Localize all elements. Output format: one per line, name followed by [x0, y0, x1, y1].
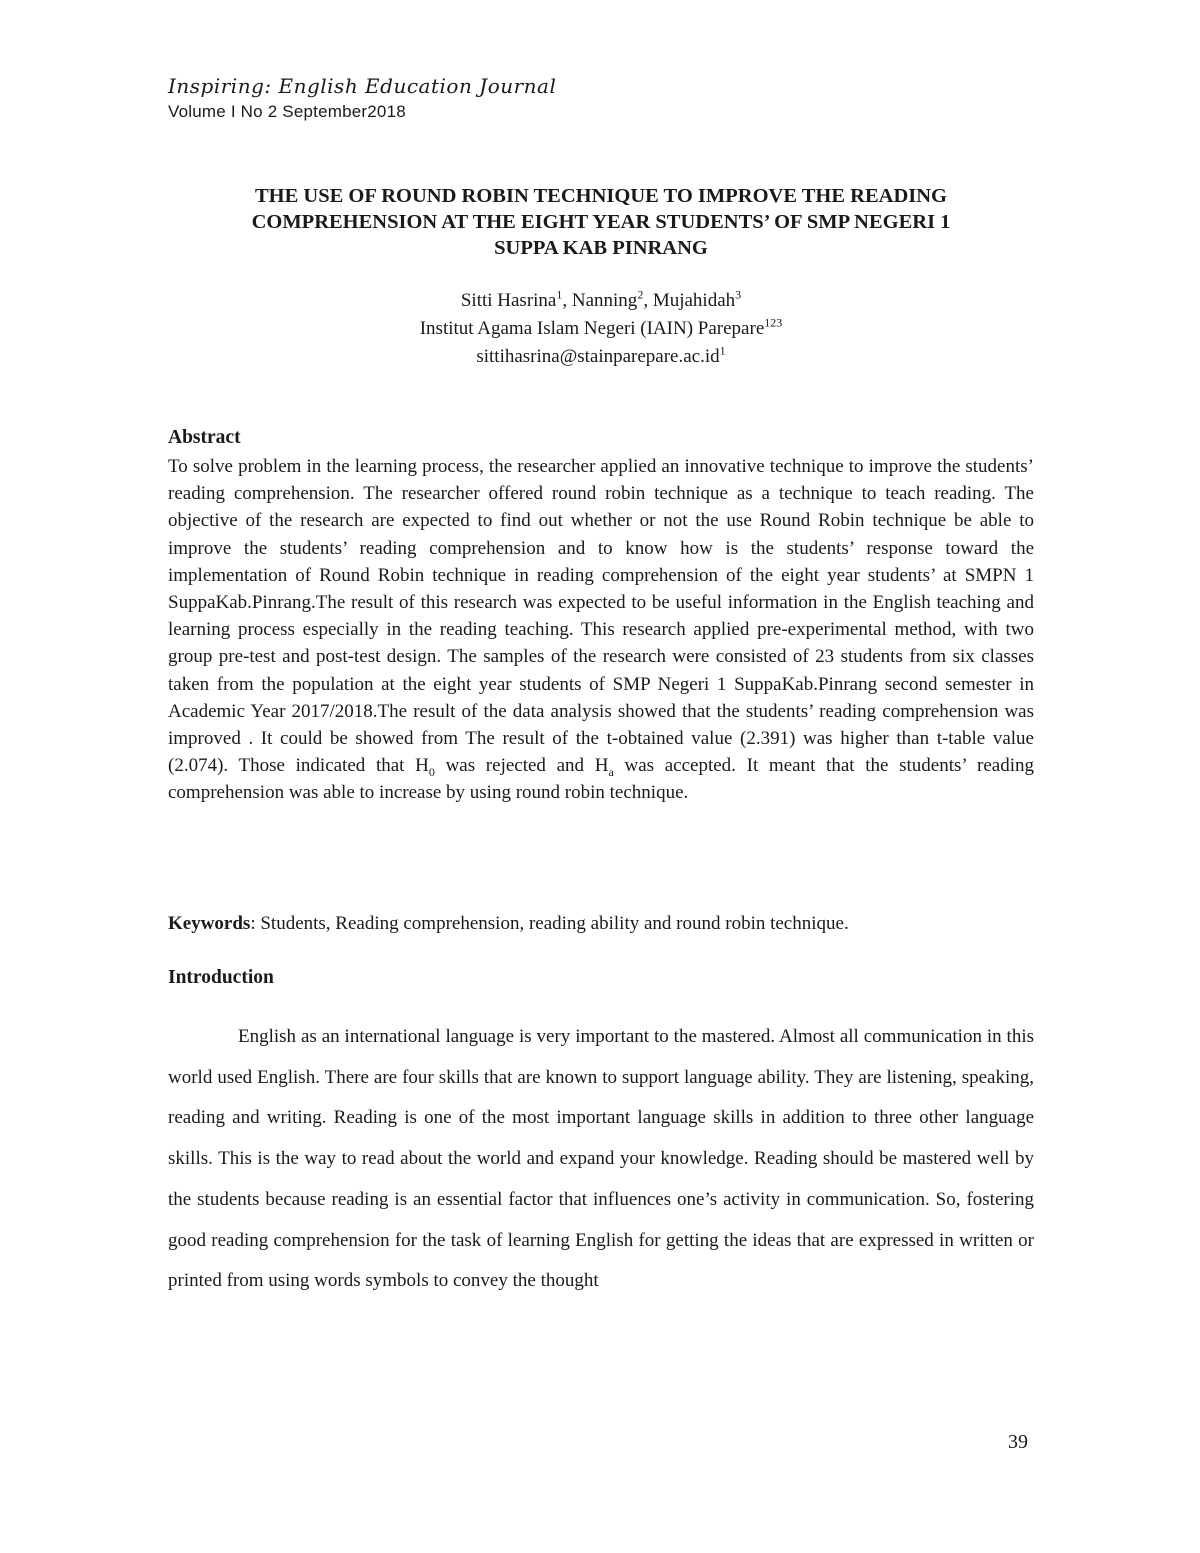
- paper-title: [168, 183, 1034, 261]
- affiliation-sup: 123: [764, 315, 783, 330]
- abstract-text-3: was accepted. It meant that the students’ reading comprehension was able to increase by using round robin technique.: [168, 755, 1034, 804]
- author-1: Sitti Hasrina: [460, 290, 557, 311]
- abstract-body: [168, 453, 1034, 807]
- journal-volume: Volume I No 2 September2018: [168, 102, 406, 121]
- affiliation: [168, 315, 1034, 343]
- h0-subscript: 0: [428, 765, 435, 780]
- abstract-text-2: was rejected and H: [434, 755, 609, 777]
- email-sup: 1: [719, 343, 726, 358]
- keywords-label: Keywords: [168, 913, 251, 934]
- journal-header: [168, 74, 556, 122]
- author-3-sup: 3: [735, 287, 742, 302]
- author-block: [168, 287, 1034, 371]
- journal-title: Inspiring: English Education Journal: [168, 74, 557, 98]
- page-number: 39: [1008, 1431, 1028, 1453]
- title-line-3: SUPPA KAB PINRANG: [494, 237, 708, 259]
- author-2: Nanning: [571, 290, 638, 311]
- author-names: Sitti Hasrina$^1$, Nanning$^2$, Mujahidah$^3$: [460, 287, 742, 311]
- author-1-sup: 1: [556, 287, 563, 302]
- abstract-heading: Abstract: [168, 427, 241, 448]
- author-3: Mujahidah: [652, 290, 736, 311]
- ha-subscript: a: [608, 765, 614, 780]
- keywords-text: : Students, Reading comprehension, reading ability and round robin technique.: [250, 913, 849, 934]
- title-line-1: THE USE OF ROUND ROBIN TECHNIQUE TO IMPROVE THE READING: [255, 185, 947, 207]
- title-line-2: COMPREHENSION AT THE EIGHT YEAR STUDENTS’ OF SMP NEGERI 1: [251, 211, 951, 233]
- keywords: [168, 913, 1034, 935]
- affiliation-text: Institut Agama Islam Negeri (IAIN) Parepare: [419, 318, 765, 339]
- introduction-paragraph: English as an international language is very important to the mastered. Almost all communication in this world used English. There are four skills that are known to support language ability. They are listening, speaking, reading and writing. Reading is one of the most important language skills in addition to three other language skills. This is the way to read about the world and expand your knowledge. Reading should be mastered well by the students because reading is an essential factor that influences one’s activity in communication. So, fostering good reading comprehension for the task of learning English for getting the ideas that are expressed in written or printed from using words symbols to convey the thought: [168, 1026, 1034, 1292]
- introduction-heading: Introduction: [168, 967, 274, 988]
- email-link[interactable]: sittihasrina@stainparepare.ac.id: [476, 346, 720, 367]
- email: [168, 343, 1034, 371]
- abstract-text-1: To solve problem in the learning process, the researcher applied an innovative technique to improve the students’ reading comprehension. The researcher offered round robin technique as a technique to teach reading. The objective of the research are expected to find out whether or not the use Round Robin technique be able to improve the students’ reading comprehension and to know how is the students’ response toward the implementation of Round Robin technique in reading comprehension of the eight year students’ at SMPN 1 SuppaKab.Pinrang.The result of this research was expected to be useful information in the English teaching and learning process especially in the reading teaching. This research applied pre-experimental method, with two group pre-test and post-test design. The samples of the research were consisted of 23 students from six classes taken from the population at the eight year students of SMP Negeri 1 SuppaKab.Pinrang second semester in Academic Year 2017/2018.The result of the data analysis showed that the students’ reading comprehension was improved . It could be showed from The result of the t-obtained value (2.391) was higher than t-table value (2.074). Those indicated that H: [168, 456, 1034, 777]
- author-2-sup: 2: [637, 287, 644, 302]
